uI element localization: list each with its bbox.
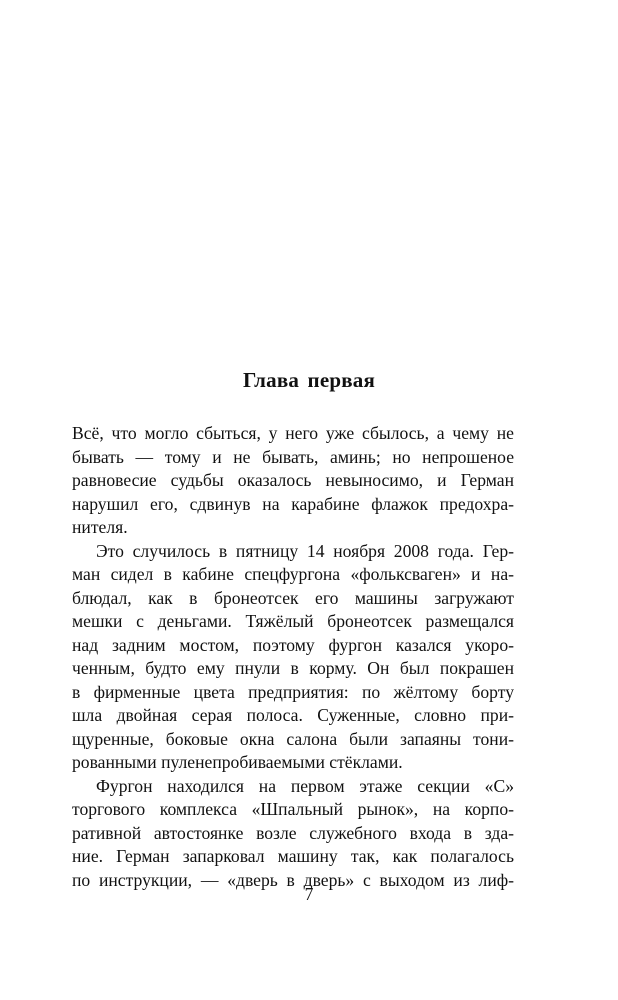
text-line: в фирменные цвета предприятия: по жёлтому борту <box>72 681 514 702</box>
text-line: нарушил его, сдвинув на карабине флажок предохра- <box>72 493 514 514</box>
text-line: щуренные, боковые окна салона были запаяны тони- <box>72 728 514 749</box>
text-line: ние. Герман запарковал машину так, как полагалось <box>72 846 514 866</box>
text-line: нителя. <box>72 517 128 537</box>
chapter-body <box>72 422 514 892</box>
paragraph-3 <box>72 775 514 893</box>
text-line: равновесие судьбы оказалось невыносимо, и Герман <box>72 470 514 490</box>
text-line: торгового комплекса «Шпальный рынок», на корпо- <box>72 799 514 819</box>
text-line: блюдал, как в бронеотсек его машины загружают <box>72 587 514 608</box>
text-line: Фургон находился на первом этаже секции «С» <box>96 775 514 796</box>
text-line: ративной автостоянке возле служебного входа в зда- <box>72 822 514 843</box>
text-line: ченным, будто ему пнули в корму. Он был покрашен <box>72 658 514 678</box>
text-line: над задним мостом, поэтому фургон казался укоро- <box>72 634 514 655</box>
text-line: шла двойная серая полоса. Суженные, словно при- <box>72 705 514 725</box>
chapter-title: Глава первая <box>242 368 376 393</box>
page-number: 7 <box>304 884 314 904</box>
text-line: Всё, что могло сбыться, у него уже сбылось, а чему не <box>72 423 514 443</box>
text-line: по инструкции, — «дверь в дверь» с выходом из лиф- <box>72 869 514 890</box>
text-line: бывать — тому и не бывать, аминь; но непрошеное <box>72 446 514 467</box>
text-line: мешки с деньгами. Тяжёлый бронеотсек размещался <box>72 611 514 631</box>
text-line: Это случилось в пятницу 14 ноября 2008 года. Гер- <box>96 540 514 561</box>
paragraph-2 <box>72 540 514 775</box>
text-line: рованными пуленепробиваемыми стёклами. <box>72 752 403 772</box>
paragraph-1 <box>72 422 514 540</box>
text-line: ман сидел в кабине спецфургона «фольксваген» и на- <box>72 564 514 584</box>
